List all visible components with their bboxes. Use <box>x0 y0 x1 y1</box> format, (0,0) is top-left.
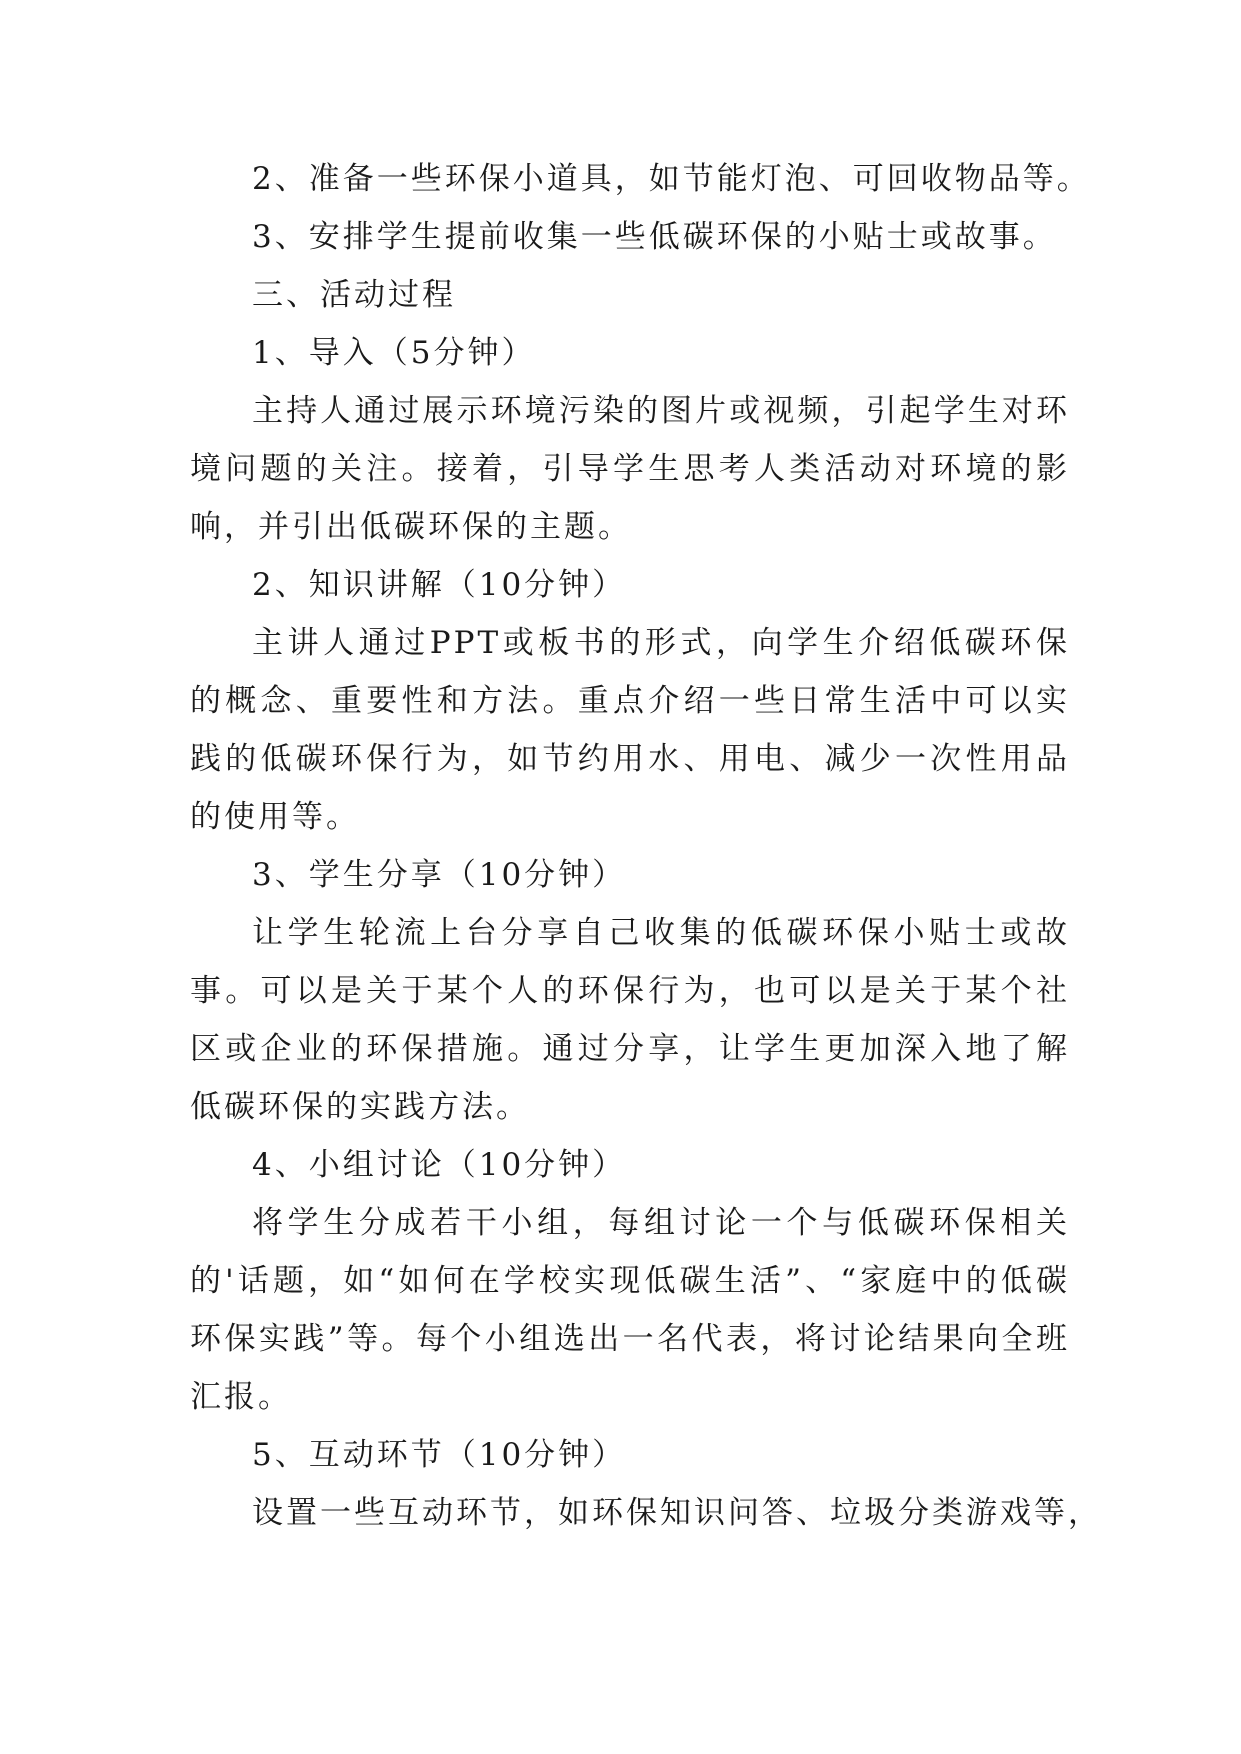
step-heading-intro: 1、导入（5分钟） <box>252 335 536 371</box>
step-body-knowledge: 主讲人通过PPT或板书的形式，向学生介绍低碳环保的概念、重要性和方法。重点介绍一些日常生活中可以实践的低碳环保行为，如节约用水、用电、减少一次性用品的使用等。 <box>190 625 1070 835</box>
section-heading-activity-process: 三、活动过程 <box>252 277 456 313</box>
document-page <box>190 150 1102 1542</box>
step-body-interaction: 设置一些互动环节，如环保知识问答、垃圾分类游戏等， <box>252 1495 1102 1531</box>
step-heading-interaction: 5、互动环节（10分钟） <box>252 1437 627 1473</box>
step-body-sharing: 让学生轮流上台分享自己收集的低碳环保小贴士或故事。可以是关于某个人的环保行为，也可以是关于某个社区或企业的环保措施。通过分享，让学生更加深入地了解低碳环保的实践方法。 <box>190 915 1070 1125</box>
step-body-discussion: 将学生分成若干小组，每组讨论一个与低碳环保相关的'话题，如“如何在学校实现低碳生活”、“家庭中的低碳环保实践”等。每个小组选出一名代表，将讨论结果向全班汇报。 <box>190 1205 1070 1415</box>
step-heading-knowledge: 2、知识讲解（10分钟） <box>252 567 627 603</box>
prep-item-2: 2、准备一些环保小道具，如节能灯泡、可回收物品等。 <box>252 161 1091 197</box>
prep-item-3: 3、安排学生提前收集一些低碳环保的小贴士或故事。 <box>252 219 1057 255</box>
step-heading-sharing: 3、学生分享（10分钟） <box>252 857 627 893</box>
step-body-intro: 主持人通过展示环境污染的图片或视频，引起学生对环境问题的关注。接着，引导学生思考人类活动对环境的影响，并引出低碳环保的主题。 <box>190 393 1070 545</box>
step-heading-discussion: 4、小组讨论（10分钟） <box>252 1147 627 1183</box>
